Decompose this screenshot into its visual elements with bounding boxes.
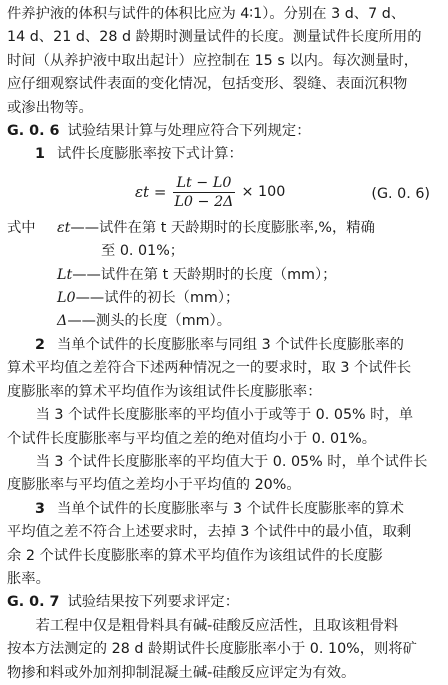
def-symbol: L0	[57, 290, 76, 307]
text-line: 应仔细观察试件表面的变化情况，包括变形、裂缝、表面沉积物	[7, 76, 408, 93]
definition-epsilon	[57, 217, 442, 240]
section-title: 试验结果计算与处理应符合下列规定：	[67, 123, 311, 140]
def-text: ——试件在第 t 天龄期时的长度（mm）；	[72, 266, 337, 283]
item-3	[7, 498, 442, 521]
text-line: 按本方法测定的 28 d 龄期试件长度膨胀率小于 0. 10%，则将矿	[7, 641, 417, 658]
def-symbol: εt	[57, 219, 71, 236]
formula-denominator: L0 − 2Δ	[174, 193, 234, 210]
section-g06-heading	[7, 120, 442, 143]
text-line: 件养护液的体积与试件的体积比应为 4∶1）。分别在 3 d、7 d、	[7, 6, 406, 22]
text-line: 度膨胀率与平均值之差均小于平均值的 20%。	[7, 477, 301, 494]
item-number: 2	[35, 336, 45, 353]
formula-lhs: εt =	[135, 182, 167, 201]
definition-delta	[57, 310, 442, 333]
def-symbol: Δ	[57, 313, 68, 330]
def-text: ——测头的长度（mm）。	[67, 313, 231, 330]
formula-block	[7, 167, 442, 217]
text-line: 度膨胀率的算术平均值作为该组试件长度膨胀率：	[7, 383, 322, 400]
def-text: ——试件在第 t 天龄期时的长度膨胀率,%，精确	[70, 219, 375, 236]
text-line: 或渗出物等。	[7, 99, 93, 116]
definitions	[7, 217, 442, 334]
item-number: 1	[35, 146, 45, 163]
item-text: 当单个试件的长度膨胀率与 3 个试件长度膨胀率的算术	[56, 500, 404, 517]
item-text: 试件长度膨胀率按下式计算：	[56, 146, 243, 163]
formula-number: (G. 0. 6)	[371, 185, 430, 202]
text-line: 14 d、21 d、28 d 龄期时测量试件的长度。测量试件长度所用的	[7, 29, 422, 46]
formula-fraction	[170, 174, 237, 211]
formula-numerator: Lt − L0	[173, 174, 236, 193]
text-line: 个试件长度膨胀率与平均值之差的绝对值均小于 0. 01%。	[7, 430, 377, 447]
text-line: 当 3 个试件长度膨胀率的平均值小于或等于 0. 05% 时，单	[35, 407, 414, 424]
item-text: 当单个试件的长度膨胀率与同组 3 个试件长度膨胀率的	[56, 336, 404, 353]
text-line: 余 2 个试件长度膨胀率的算术平均值作为该组试件的长度膨	[7, 547, 383, 564]
def-text: ——试件的初长（mm）；	[75, 290, 240, 307]
section-title: 试验结果按下列要求评定：	[67, 594, 240, 611]
formula-multiplier: × 100	[241, 183, 286, 200]
text-line: 时间（从养护液中取出起计）应控制在 15 s 以内。每次测量时，	[7, 52, 418, 69]
definition-l0	[57, 287, 442, 310]
item-1	[7, 143, 442, 166]
text-line: 若工程中仅是粗骨料具有碱-硅酸反应活性，且取该粗骨料	[35, 617, 399, 634]
text-line: 胀率。	[7, 570, 50, 587]
section-number: G. 0. 6	[7, 123, 60, 140]
definition-epsilon-cont: 至 0. 01%；	[101, 243, 185, 260]
section-number: G. 0. 7	[7, 594, 60, 611]
item-number: 3	[35, 500, 45, 517]
section-g07-heading	[7, 591, 442, 614]
text-line: 平均值之差不符合上述要求时，去掉 3 个试件中的最小值，取剩	[7, 524, 412, 541]
definition-lt	[57, 264, 442, 287]
text-line: 算术平均值之差符合下述两种情况之一的要求时，取 3 个试件长	[7, 360, 412, 377]
definitions-lead: 式中	[7, 219, 36, 236]
item-2	[7, 334, 442, 357]
text-line: 当 3 个试件长度膨胀率的平均值大于 0. 05% 时，单个试件长	[35, 453, 428, 470]
text-line: 物掺和料或外加剂抑制混凝土碱-硅酸反应评定为有效。	[7, 664, 356, 681]
def-symbol: Lt	[57, 266, 73, 283]
